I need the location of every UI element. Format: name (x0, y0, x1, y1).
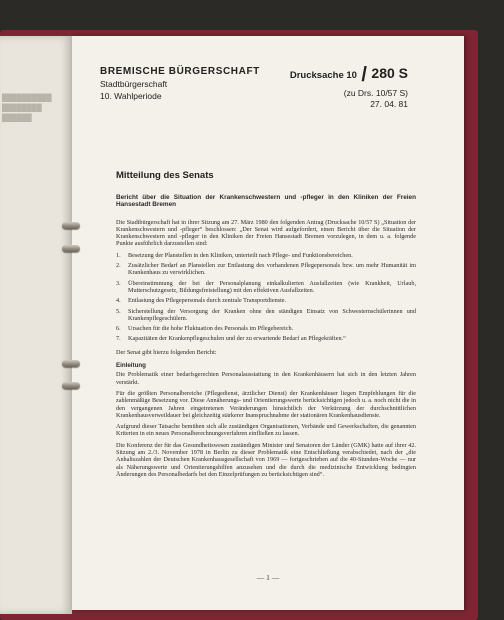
list-item: 3. Übereinstimmung der bei der Personalplanung einkalkulierten Ausfallzeiten (wie Krankheit, Urlaub, Mutterschutzgesetz, Bildungsfreistellung) mit den effektiven Ausfallzeiten. (116, 279, 416, 294)
report-subject: Bericht über die Situation der Krankenschwestern und -pfleger in den Kliniken der Freien Hansestadt Bremen (116, 194, 416, 209)
binder-ring (62, 245, 80, 252)
document-body (116, 194, 416, 482)
paragraph: Die Problematik einer bedarfsgerechten Personalausstattung in den Krankenhäusern hat sich in den letzten Jahren verstärkt. (116, 371, 416, 386)
list-item: 4. Entlastung des Pflegepersonals durch zentrale Transportdienste. (116, 297, 287, 305)
numbered-list (116, 252, 416, 343)
paragraph: Für die größten Personalbereiche (Pflegedienst, ärztlicher Dienst) der Krankenhäuser liegen Empfehlungen für die zahlenmäßige Besetzung vor. Diese Annäherungs- und Orientierungswerte berücksichtigen jedoch u. a. noch nicht die in den vergangenen Jahren eingetretenen Veränderungen hinsichtlich der Verkürzung der durchschnittlichen Krankenhausverweildauer bei gleichzeitig stärkerer Inanspruchnahme der stationären Krankenhausdienste. (116, 389, 416, 419)
legislative-period: 10. Wahlperiode (100, 91, 162, 101)
paragraph: Aufgrund dieser Tatsache bemühen sich alle zuständigen Organisationen, Verbände und Gewerkschaften, die genannten Kriterien in ein neues Personalberechnungsverfahren einfließen zu lassen. (116, 423, 416, 438)
page-number: — 1 — (256, 573, 280, 582)
drucksache-number: 280 S (371, 65, 408, 81)
document-title: Mitteilung des Senats (116, 170, 214, 181)
binder-ring (62, 382, 80, 389)
list-item: 7. Kapazitäten der Krankenpflegeschulen und der zu erwartende Bedarf an Pflegekräften.“ (116, 335, 346, 343)
binder-ring (62, 222, 80, 229)
list-item: 6. Ursachen für die hohe Fluktuation des Personals im Pflegebereich. (116, 325, 294, 333)
chamber-name: Stadtbürgerschaft (100, 79, 168, 89)
section-heading: Einleitung (116, 362, 146, 370)
drucksache-label: Drucksache 10 (289, 70, 357, 81)
senat-statement: Der Senat gibt hierzu folgenden Bericht: (116, 348, 217, 356)
list-item: 1. Besetzung der Planstellen in den Kliniken, unterteilt nach Pflege- und Funktionsbereichen. (116, 251, 353, 259)
reference-note: (zu Drs. 10/57 S) (343, 88, 408, 98)
previous-page-ghost-text: ██████████ ████████ ██████ (2, 95, 52, 122)
paragraph: Die Konferenz der für das Gesundheitswesen zuständigen Minister und Senatoren der Länder (GMK) hatte auf ihrer 42. Sitzung am 2./3. November 1978 in Berlin zu dieser Problematik eine Entschließung verabschiedet, nach der „die Anhaltszahlen der Deutschen Krankenhausgesellschaft von 1969 — fortgeschrieben auf die 40-Stunden-Woche — nur als Näherungswerte und Orientierungshilfen anzusehen und die durch die medizinische Entwicklung bedingten Änderungen des Personalbedarfs bei den Einzelprüfungen zu berücksichtigen sind“. (116, 441, 416, 478)
document-reference (290, 64, 408, 109)
slash-glyph: / (361, 64, 367, 86)
intro-paragraph: Die Stadtbürgerschaft hat in ihrer Sitzung am 27. März 1980 den folgenden Antrag (Drucksache 10/57 S) „Situation der Krankenschwestern und -pfleger“ beschlossen: „Der Senat wird aufgefordert, einen Bericht über die Situation der Krankenschwestern und -pfleger in den Kliniken der Freien Hansestadt Bremen vorzulegen, in dem u. a. folgende Punkte ausführlich darzustellen sind: (116, 218, 416, 248)
organization-name: BREMISCHE BÜRGERSCHAFT (100, 66, 260, 77)
list-item: 2. Zusätzlicher Bedarf an Planstellen zur Entlastung des vorhandenen Pflegepersonals bzw. um mehr Humanität im Krankenhaus zu verwirklichen. (116, 262, 416, 277)
binder-ring (62, 360, 80, 367)
letterhead (100, 66, 260, 101)
document-page (72, 36, 464, 610)
previous-page-edge (0, 36, 72, 614)
list-item: 5. Sicherstellung der Versorgung der Kranken ohne den ständigen Einsatz von Schwesternschülerinnen und Krankenpflegeschülern. (116, 307, 416, 322)
document-date: 27. 04. 81 (370, 99, 408, 109)
